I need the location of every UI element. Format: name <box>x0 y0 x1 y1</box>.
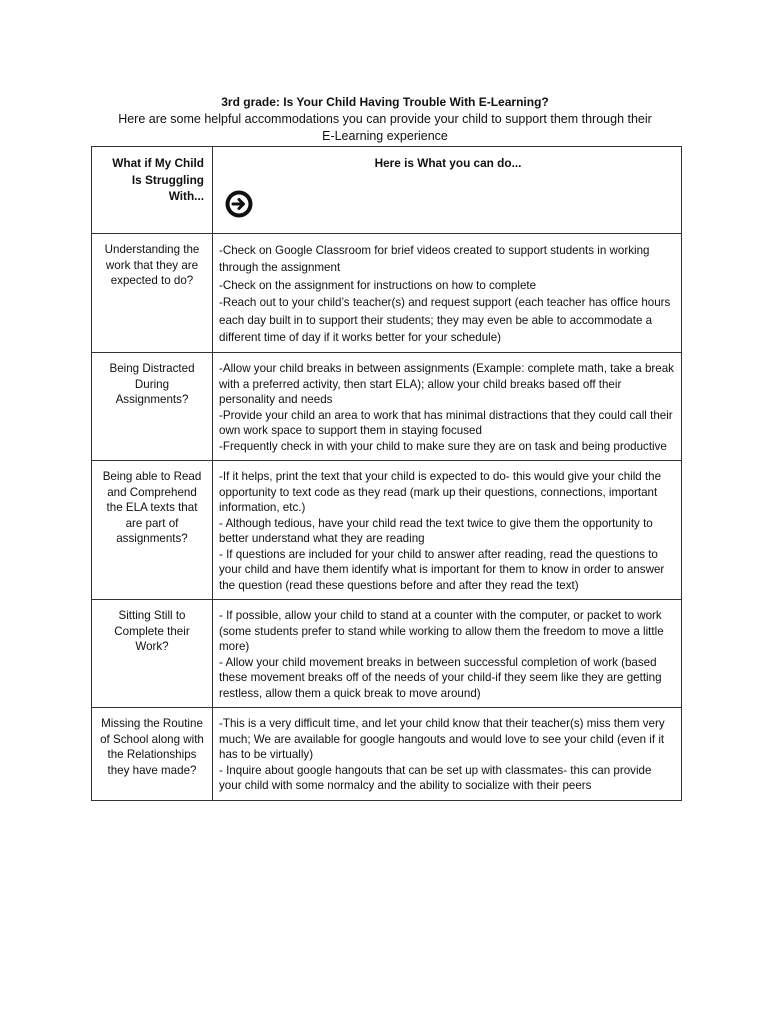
page-title: 3rd grade: Is Your Child Having Trouble With E-Learning? <box>221 95 549 109</box>
right-arrow-circle-icon <box>224 189 254 219</box>
table-row <box>92 234 682 353</box>
header-line: Is Struggling <box>131 172 204 187</box>
accommodation-item: -Provide your child an area to work that has minimal distractions that they could call their own work space to support them in staying focused <box>219 408 673 438</box>
page-subtitle <box>100 111 670 145</box>
accommodation-cell <box>213 708 682 801</box>
header-line: What if My Child <box>112 156 204 170</box>
struggle-cell: Missing the Routine of School along with the Relationships they have made? <box>92 708 213 801</box>
accommodation-item: - If questions are included for your child to answer after reading, read the questions to your child and have them identify what is important for them to know in order to answer the question (read these questions before and after they read the text) <box>219 547 665 592</box>
table-row <box>92 353 682 461</box>
accommodation-item: -If it helps, print the text that your child is expected to do- this would give your child the opportunity to text code as they read (mark up their questions, connections, important information, etc.) <box>219 470 662 515</box>
accommodation-item: -Reach out to your child’s teacher(s) and request support (each teacher has office hours each day built in to support their students; they may even be able to accommodate a different time of day if it works better for your schedule) <box>219 296 671 345</box>
accommodation-item: -Allow your child breaks in between assignments (Example: complete math, take a break with a preferred activity, then start ELA); allow your child breaks based off their personality and needs <box>219 362 674 407</box>
struggle-cell: Understanding the work that they are expected to do? <box>92 234 213 353</box>
column-header-what-you-can-do <box>213 147 682 234</box>
subtitle-line-2: E-Learning experience <box>322 129 448 143</box>
accommodation-item: -Frequently check in with your child to make sure they are on task and being productive <box>219 439 667 453</box>
accommodation-item: - Allow your child movement breaks in between successful completion of work (based these movement breaks off of the needs of your child-if they seem like they are getting restless, allow them a quick break to move around) <box>219 655 662 700</box>
struggle-cell: Being Distracted During Assignments? <box>92 353 213 461</box>
accommodation-cell <box>213 234 682 353</box>
accommodation-cell <box>213 353 682 461</box>
accommodation-item: -Check on the assignment for instructions on how to complete <box>219 278 537 292</box>
accommodation-cell <box>213 461 682 600</box>
column-header-struggling <box>92 147 213 234</box>
accommodation-item: -Check on Google Classroom for brief videos created to support students in working through the assignment <box>219 244 650 275</box>
table-header-row <box>92 147 682 234</box>
accommodation-item: - Although tedious, have your child read the text twice to give them the opportunity to better understand what they are reading <box>219 516 653 546</box>
accommodation-cell <box>213 600 682 708</box>
header-text: Here is What you can do... <box>374 156 522 170</box>
accommodation-item: - If possible, allow your child to stand at a counter with the computer, or packet to work (some students prefer to stand while working to allow them the freedom to move a little more) <box>219 609 664 654</box>
accommodations-table <box>91 146 682 801</box>
table-row <box>92 708 682 801</box>
header-line: With... <box>168 189 204 203</box>
table-row <box>92 600 682 708</box>
accommodation-item: -This is a very difficult time, and let your child know that their teacher(s) miss them very much; We are available for google hangouts and would love to see your child (even if it has to be virtually) <box>219 717 665 762</box>
accommodation-item: - Inquire about google hangouts that can be set up with classmates- this can provide your child with some normalcy and the ability to socialize with their peers <box>219 763 652 793</box>
subtitle-line-1: Here are some helpful accommodations you can provide your child to support them through their <box>118 112 652 126</box>
struggle-cell: Sitting Still to Complete their Work? <box>92 600 213 708</box>
struggle-cell: Being able to Read and Comprehend the ELA texts that are part of assignments? <box>92 461 213 600</box>
table-row <box>92 461 682 600</box>
